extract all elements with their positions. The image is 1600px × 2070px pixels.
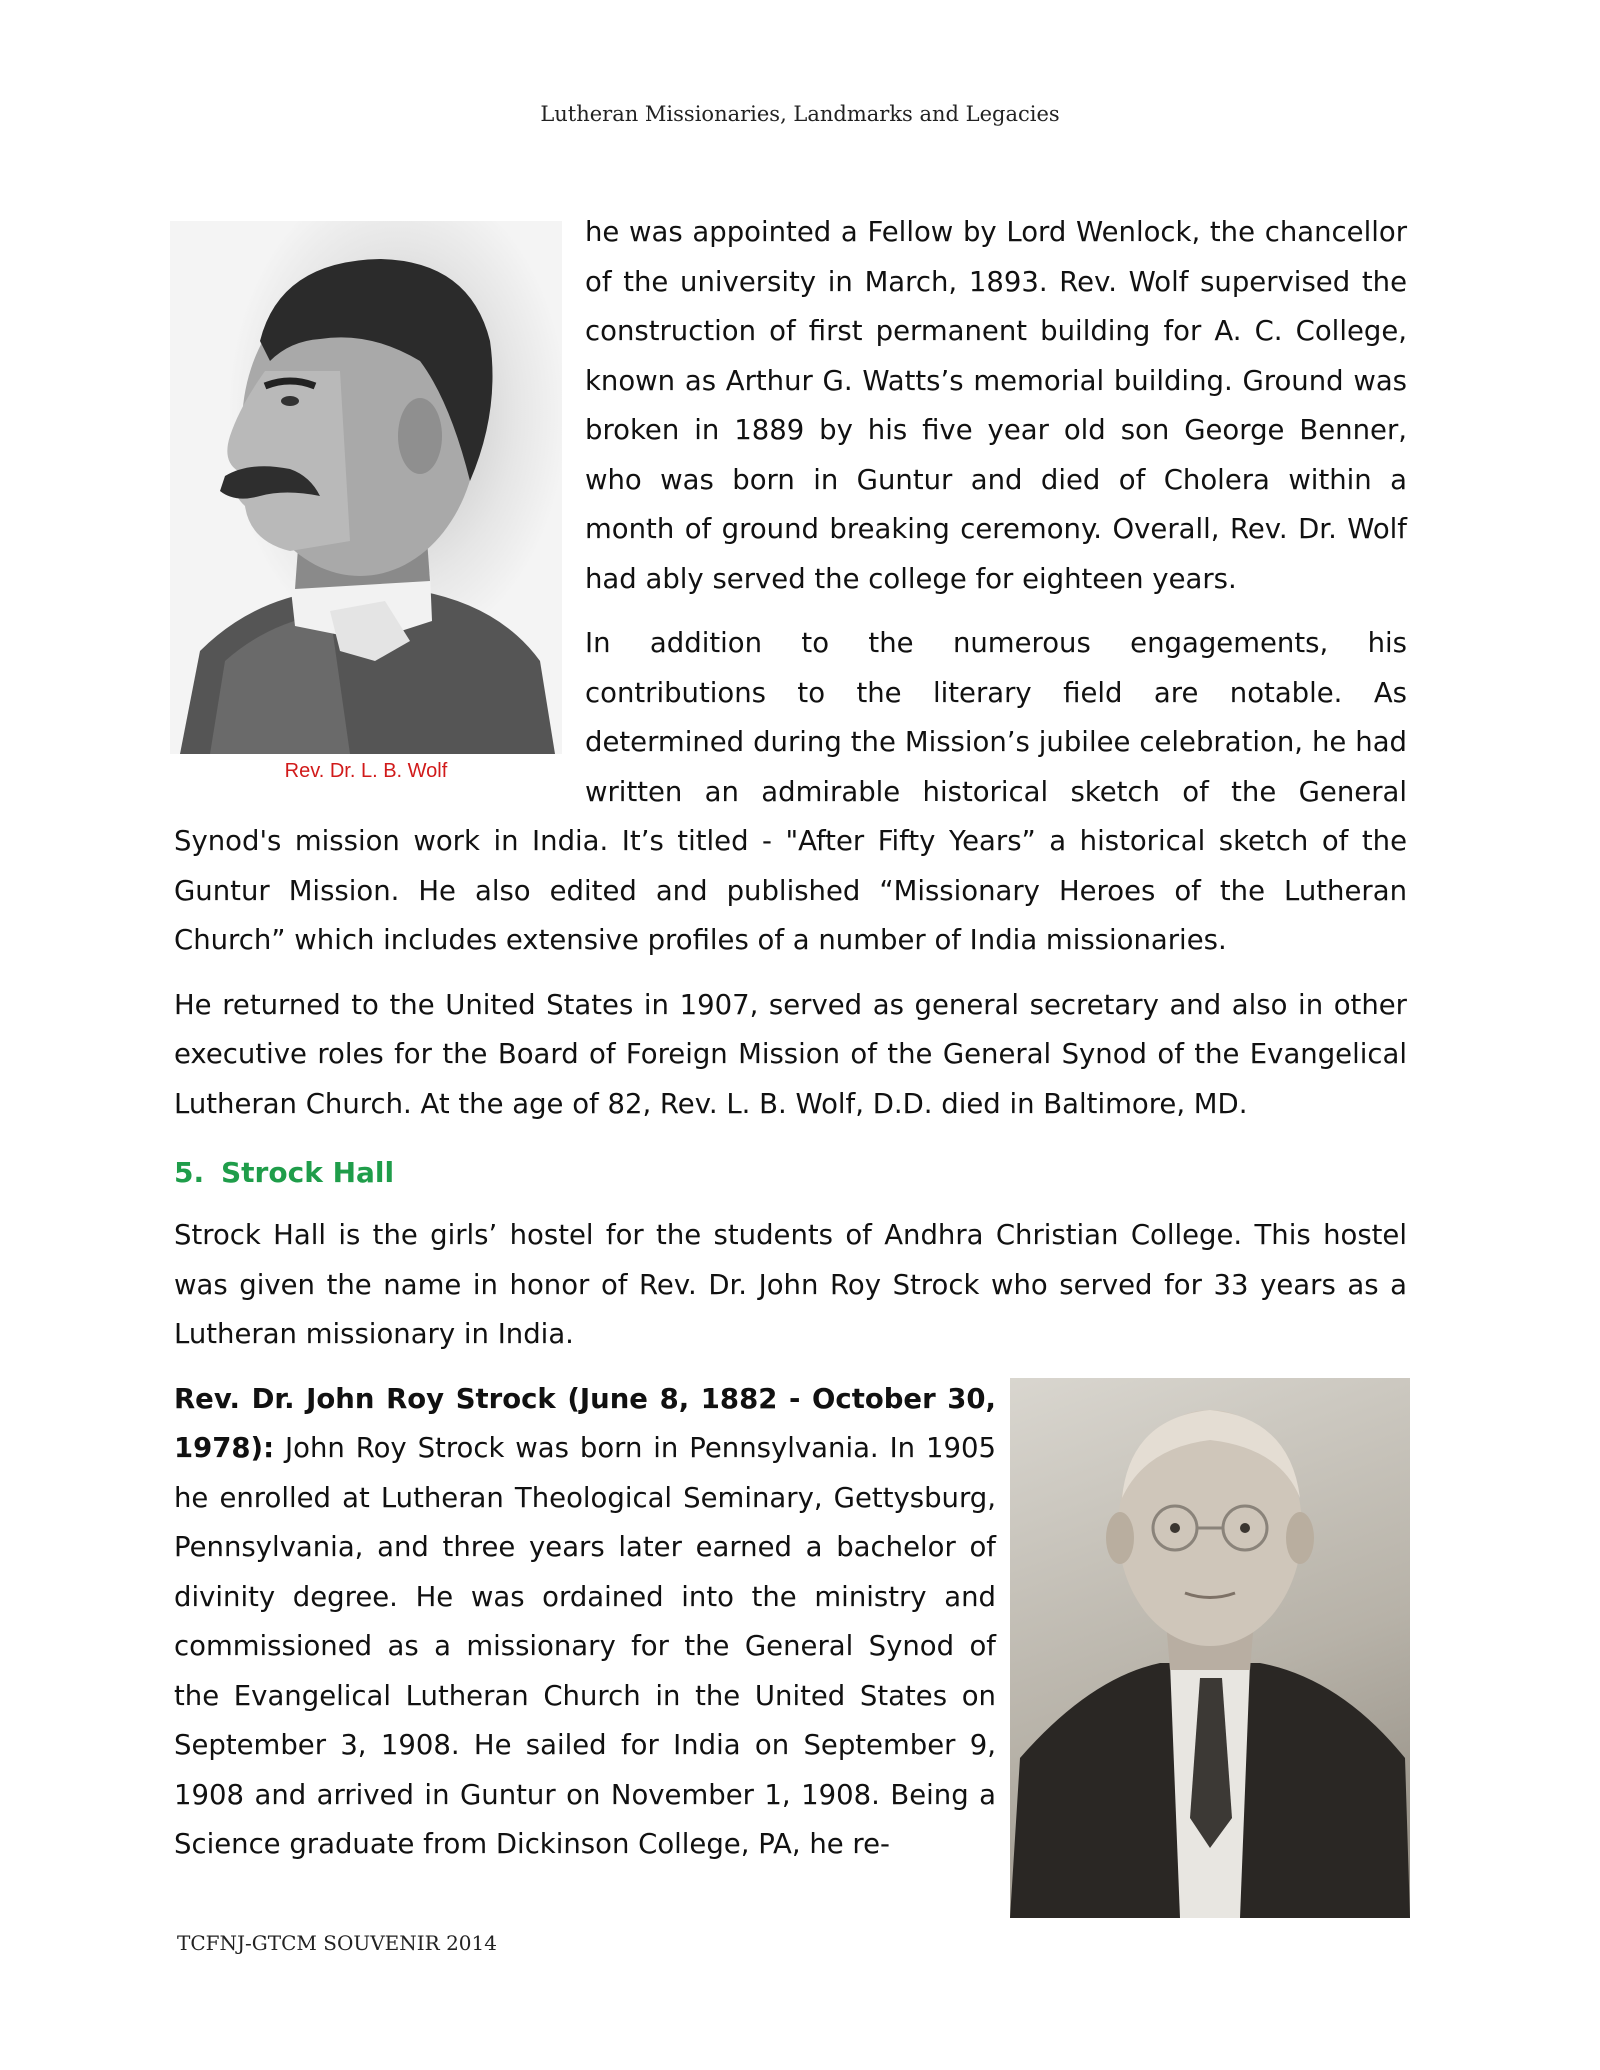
section-number: 5. bbox=[174, 1156, 205, 1189]
strock-portrait-illustration bbox=[1010, 1378, 1410, 1918]
paragraph-wolf-fellow: he was appointed a Fellow by Lord Wenlock, the chancellor of the university in March, 1893. Rev. Wolf supervised the construction of first permanent building for A. C. College, known as Arthur G. Watts’s memorial building. Ground was broken in 1889 by his five year old son George Benner, who was born in Guntur and died of Cholera within a month of ground breaking ceremony. Overall, Rev. Dr. Wolf had ably served the college for eighteen years. bbox=[585, 216, 1407, 595]
wolf-figure bbox=[170, 208, 568, 783]
wolf-caption: Rev. Dr. L. B. Wolf bbox=[284, 760, 448, 782]
strock-bio-heading: Rev. Dr. John Roy Strock (June 8, 1882 - October 30, 1978): bbox=[174, 1382, 996, 1464]
wolf-portrait-illustration bbox=[170, 221, 562, 754]
section-heading-strock-hall bbox=[174, 1153, 1407, 1193]
page-footer: TCFNJ-GTCM SOUVENIR 2014 bbox=[177, 1931, 497, 1955]
strock-portrait-photo bbox=[1010, 1378, 1410, 1918]
paragraph-strock-hall: Strock Hall is the girls’ hostel for the students of Andhra Christian College. This hostel was given the name in honor of Rev. Dr. John Roy Strock who served for 33 years as a Lutheran missionary in India. bbox=[174, 1219, 1407, 1350]
paragraph-wolf-literary: In addition to the numerous engagements, his contributions to the literary field are notable. As determined during the Mission’s jubilee celebration, he had written an admirable historical sketch of the General Synod's mission work in India. It’s titled - "After Fifty Years” a historical sketch of the Guntur Mission. He also edited and published “Missionary Heroes of the Lutheran Church” which includes extensive profiles of a number of India missionaries. bbox=[174, 627, 1407, 956]
wolf-portrait-photo bbox=[170, 221, 562, 754]
section-title: Strock Hall bbox=[221, 1156, 395, 1189]
article-body bbox=[174, 208, 1407, 1924]
strock-figure bbox=[1010, 1378, 1410, 1918]
page-header: Lutheran Missionaries, Landmarks and Legacies bbox=[540, 102, 1060, 126]
strock-bio-text: John Roy Strock was born in Pennsylvania. In 1905 he enrolled at Lutheran Theological Seminary, Gettysburg, Pennsylvania, and three years later earned a bachelor of divinity degree. He was ordained into the ministry and commissioned as a missionary for the General Synod of the Evangelical Lutheran Church in the United States on September 3, 1908. He sailed for India on September 9, 1908 and arrived in Guntur on November 1, 1908. Being a Science graduate from Dickinson College, PA, he re- bbox=[174, 1432, 996, 1860]
paragraph-wolf-return: He returned to the United States in 1907, served as general secretary and also in other executive roles for the Board of Foreign Mission of the General Synod of the Evangelical Lutheran Church. At the age of 82, Rev. L. B. Wolf, D.D. died in Baltimore, MD. bbox=[174, 988, 1407, 1120]
